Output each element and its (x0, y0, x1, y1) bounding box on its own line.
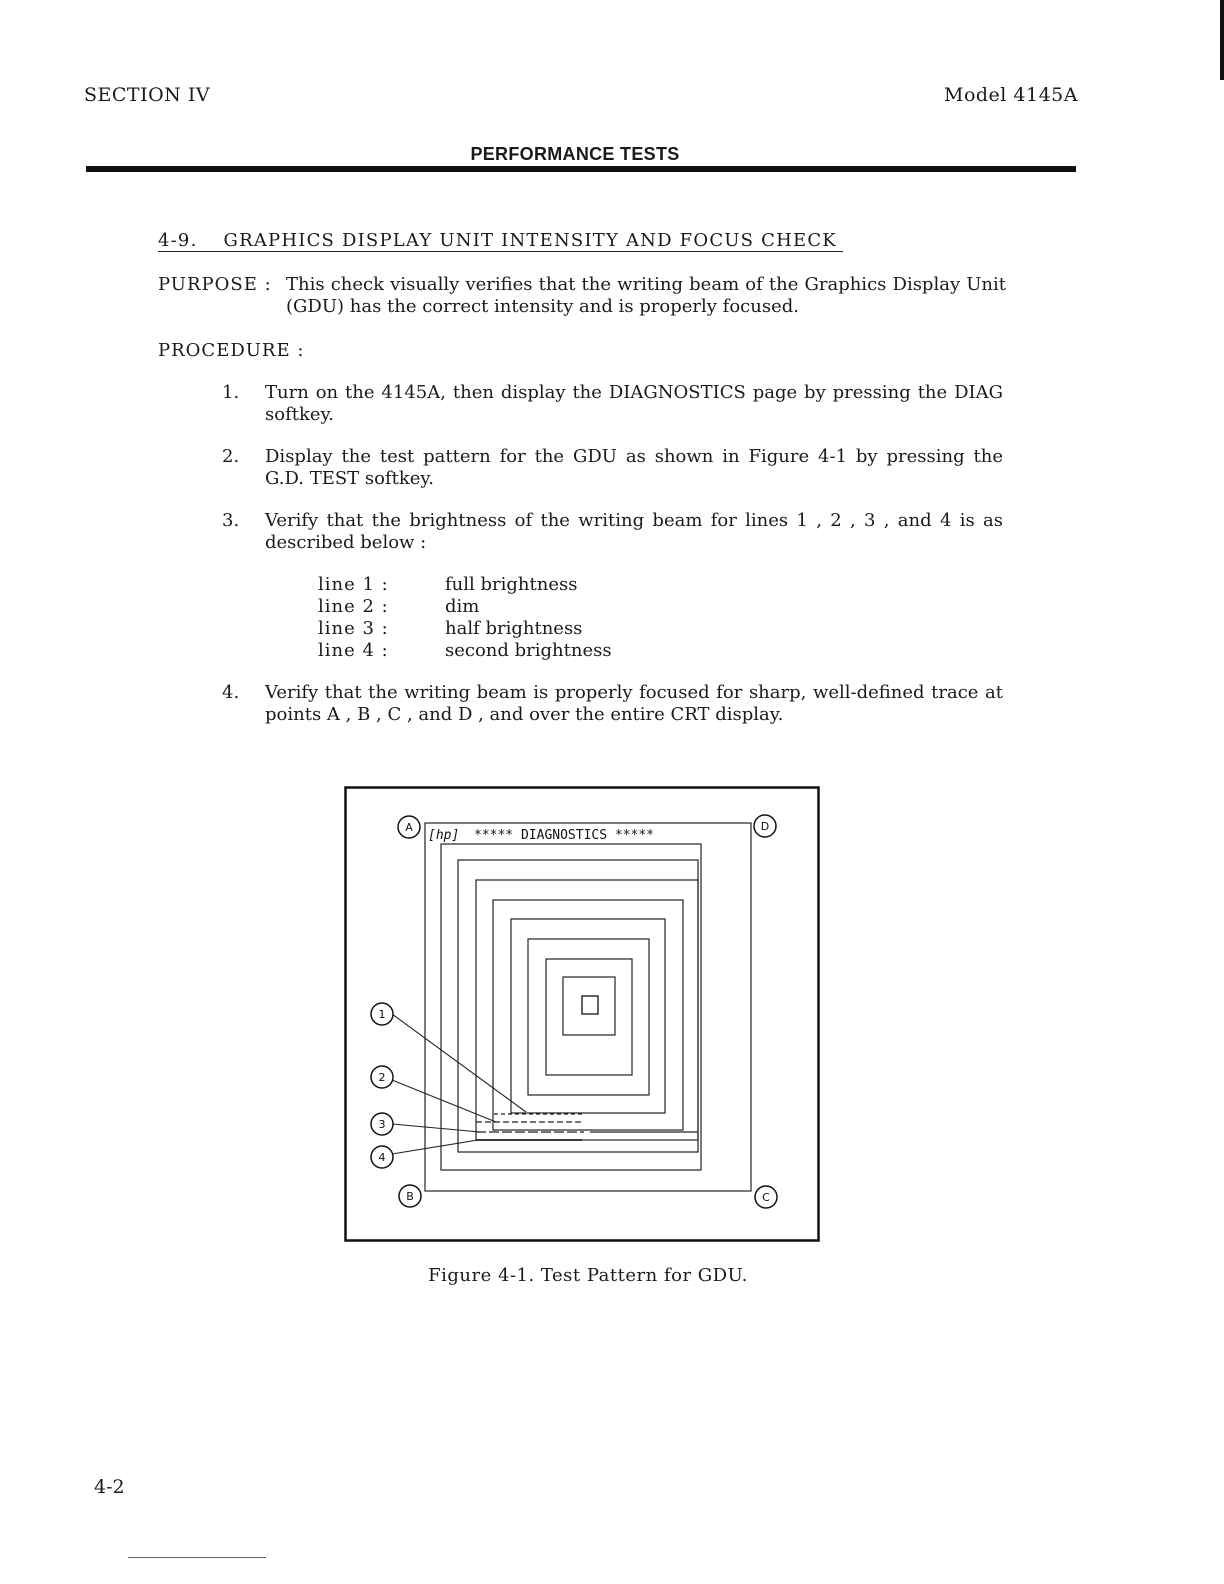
page-number: 4-2 (94, 1476, 125, 1498)
line-marker-label-1: 1 (378, 1008, 386, 1021)
step-number: 4. (222, 682, 240, 703)
test-pattern-figure (344, 786, 820, 1242)
leader-line-1 (392, 1014, 526, 1112)
corner-label-d: D (760, 820, 770, 833)
brightness-line-label: line 4 : (318, 640, 389, 661)
purpose-label: PURPOSE : (158, 274, 272, 295)
step-text: Verify that the writing beam is properly focused for sharp, well-defined trace at points A , B , C , and D , and over the entire CRT display. (265, 682, 1003, 725)
outer-border-rect (425, 823, 751, 1191)
pattern-square (563, 977, 615, 1035)
pattern-square (511, 919, 665, 1113)
screen-hp-logo: [hp] (428, 828, 460, 843)
section-number: 4-9. (158, 230, 198, 251)
section-heading (158, 231, 843, 252)
corner-label-a: A (405, 821, 413, 834)
step-number: 3. (222, 510, 240, 531)
leader-line-2 (392, 1080, 496, 1122)
brightness-line-value: dim (445, 596, 480, 617)
section-title: GRAPHICS DISPLAY UNIT INTENSITY AND FOCUS CHECK (223, 230, 837, 251)
brightness-line-label: line 3 : (318, 618, 389, 639)
brightness-line-label: line 2 : (318, 596, 389, 617)
title-rule (86, 166, 1076, 172)
pattern-center-square (582, 996, 598, 1014)
corner-label-c: C (762, 1191, 770, 1204)
line-marker-label-3: 3 (378, 1118, 386, 1131)
corner-label-b: B (406, 1190, 414, 1203)
brightness-line-label: line 1 : (318, 574, 389, 595)
step-text: Turn on the 4145A, then display the DIAGNOSTICS page by pressing the DIAG softkey. (265, 382, 1003, 425)
line-marker-label-2: 2 (378, 1071, 386, 1084)
footer-line (128, 1557, 266, 1558)
pattern-square (441, 844, 701, 1170)
step-number: 1. (222, 382, 240, 403)
header-section: SECTION IV (84, 84, 211, 106)
scan-edge (1220, 0, 1224, 80)
header-model: Model 4145A (944, 84, 1078, 106)
figure-caption: Figure 4-1. Test Pattern for GDU. (428, 1265, 748, 1286)
purpose-text: This check visually verifies that the writing beam of the Graphics Display Unit (GDU) has the correct intensity and is properly focused. (286, 274, 1006, 317)
step-text: Verify that the brightness of the writing beam for lines 1 , 2 , 3 , and 4 is as described below : (265, 510, 1003, 553)
screen-title: ***** DIAGNOSTICS ***** (474, 828, 655, 843)
brightness-line-value: half brightness (445, 618, 583, 639)
line-marker-label-4: 4 (378, 1151, 386, 1164)
step-text: Display the test pattern for the GDU as shown in Figure 4-1 by pressing the G.D. TEST softkey. (265, 446, 1003, 489)
brightness-line-value: second brightness (445, 640, 612, 661)
page-title: PERFORMANCE TESTS (470, 144, 680, 164)
pattern-square (458, 860, 698, 1152)
step-number: 2. (222, 446, 240, 467)
procedure-label: PROCEDURE : (158, 340, 305, 361)
brightness-line-value: full brightness (445, 574, 578, 595)
leader-line-3 (392, 1124, 480, 1132)
